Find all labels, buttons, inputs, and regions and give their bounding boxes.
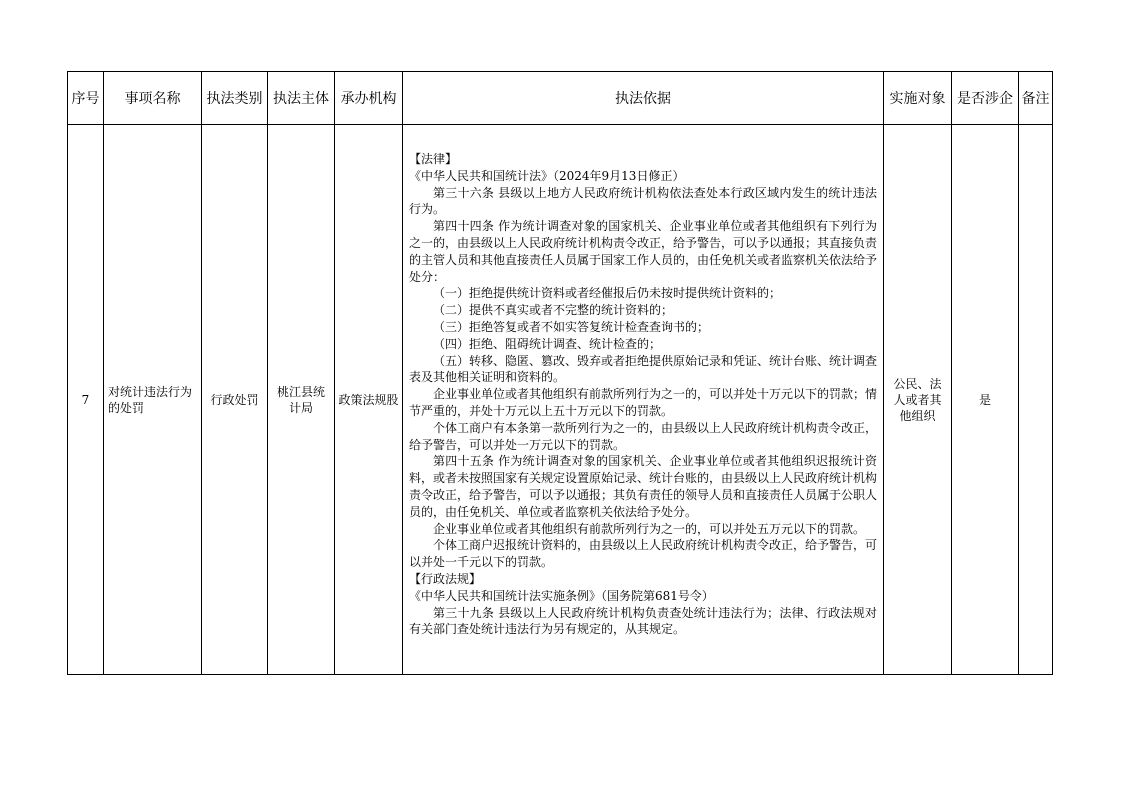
cell-basis <box>403 125 884 675</box>
basis-paragraph: （五）转移、隐匿、篡改、毁弃或者拒绝提供原始记录和凭证、统计台账、统计调查表及其他相关证明和资料的。 <box>409 353 878 385</box>
basis-paragraph: 第三十九条 县级以上人民政府统计机构负责查处统计违法行为；法律、行政法规对有关部门查处统计违法行为另有规定的，从其规定。 <box>409 605 877 637</box>
header-handler: 承办机构 <box>335 72 403 125</box>
basis-paragraph: 个体工商户迟报统计资料的，由县级以上人民政府统计机构责令改正，给予警告，可以并处一千元以下的罚款。 <box>409 538 878 570</box>
header-item-name: 事项名称 <box>104 72 202 125</box>
header-involves-enterprise: 是否涉企 <box>952 72 1019 125</box>
cell-index: 7 <box>68 125 104 675</box>
basis-paragraph: 《中华人民共和国统计法实施条例》（国务院第681号令） <box>409 588 714 603</box>
cell-target-text: 公民、法人或者其他组织 <box>893 376 942 423</box>
enforcement-table <box>67 71 1053 675</box>
basis-paragraph: 【法律】 <box>409 152 458 166</box>
basis-paragraph: 第四十五条 作为统计调查对象的国家机关、企业事业单位或者其他组织迟报统计资料，或者未按照国家有关规定设置原始记录、统计台账的，由县级以上人民政府统计机构责令改正，给予警告，可以予以通报；其负有责任的领导人员和直接责任人员属于公职人员的，由任免机关、单位或者监察机关依法给予处分。 <box>409 454 878 519</box>
basis-paragraph: 第四十四条 作为统计调查对象的国家机关、企业事业单位或者其他组织有下列行为之一的，由县级以上人民政府统计机构责令改正，给予警告，可以予以通报；其直接负责的主管人员和其他直接责任人员属于国家工作人员的，由任免机关或者监察机关依法给予处分： <box>409 219 878 284</box>
cell-item-name: 对统计违法行为的处罚 <box>104 125 202 675</box>
basis-paragraph: 【行政法规】 <box>409 571 482 586</box>
cell-subject <box>268 125 335 675</box>
cell-handler: 政策法规股 <box>335 125 403 675</box>
cell-subject-text: 桃江县统计局 <box>277 384 326 415</box>
header-category: 执法类别 <box>202 72 268 125</box>
basis-paragraph: （三）拒绝答复或者不如实答复统计检查查询书的； <box>433 319 710 334</box>
enforcement-table-container <box>67 71 1052 675</box>
basis-paragraph: （一）拒绝提供统计资料或者经催报后仍未按时提供统计资料的； <box>433 286 782 301</box>
cell-target <box>884 125 952 675</box>
cell-remark <box>1019 125 1053 675</box>
header-basis: 执法依据 <box>403 72 884 125</box>
header-remark: 备注 <box>1019 72 1053 125</box>
basis-paragraph: （四）拒绝、阻碍统计调查、统计检查的； <box>433 336 662 351</box>
basis-paragraph: 个体工商户有本条第一款所列行为之一的，由县级以上人民政府统计机构责令改正，给予警告，可以并处一万元以下的罚款。 <box>409 420 878 452</box>
basis-text-block <box>409 129 877 638</box>
basis-paragraph: 第三十六条 县级以上地方人民政府统计机构依法查处本行政区域内发生的统计违法行为。 <box>409 185 877 217</box>
header-target: 实施对象 <box>884 72 952 125</box>
header-index: 序号 <box>68 72 104 125</box>
basis-paragraph: （二）提供不真实或者不完整的统计资料的； <box>433 303 674 318</box>
header-row <box>68 72 1053 125</box>
basis-paragraph: 企业事业单位或者其他组织有前款所列行为之一的，可以并处十万元以下的罚款；情节严重的，并处十万元以上五十万元以下的罚款。 <box>409 387 878 418</box>
header-subject: 执法主体 <box>268 72 335 125</box>
cell-involves-enterprise: 是 <box>952 125 1019 675</box>
table-row <box>68 125 1053 675</box>
basis-paragraph: 《中华人民共和国统计法》（2024年9月13日修正） <box>409 168 685 183</box>
cell-category: 行政处罚 <box>202 125 268 675</box>
basis-paragraph: 企业事业单位或者其他组织有前款所列行为之一的，可以并处五万元以下的罚款。 <box>433 521 866 536</box>
